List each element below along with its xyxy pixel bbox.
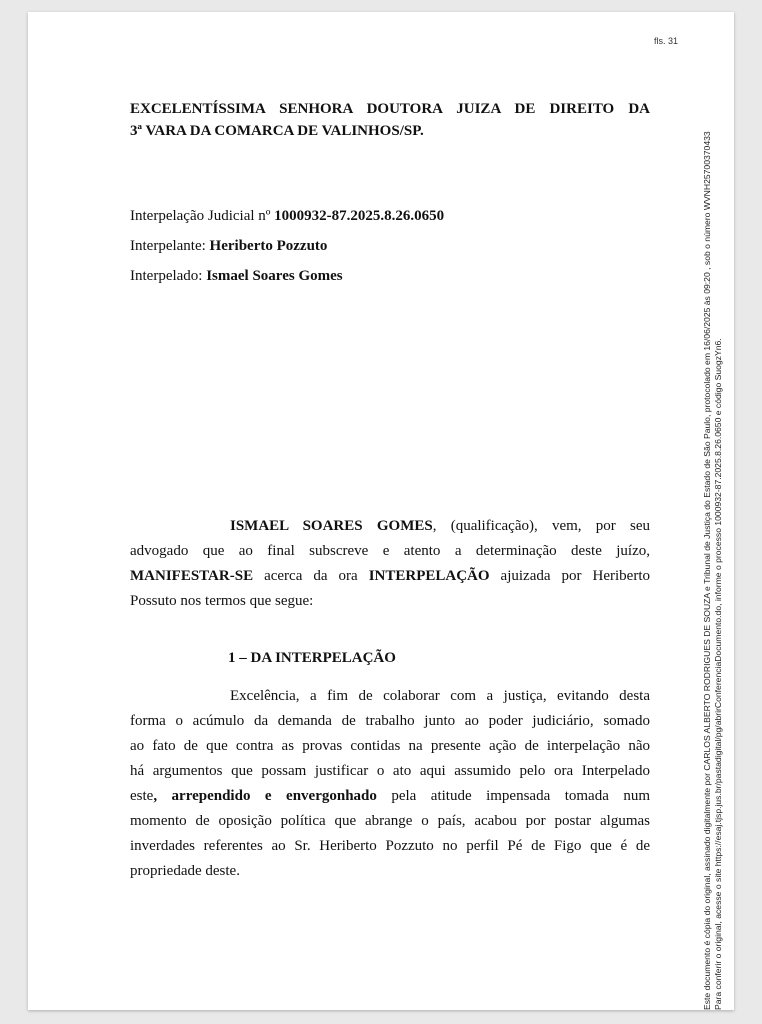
document-page — [28, 12, 734, 1010]
text: propriedade deste. — [130, 863, 240, 879]
plaintiff-info — [130, 238, 327, 255]
verification-line: Para conferir o original, acesse o site https://esaj.tjsp.jus.br/pastadigital/pg/abrirConferenciaDocumento.do, informe o processo 1000932-87.2025.8.26.0650 e código SuogzYn6. — [713, 338, 723, 1010]
text: , arrependido e envergonhado — [153, 788, 377, 804]
text: ao fato de que contra as provas contidas na presente ação de interpelação não — [130, 738, 650, 754]
text: Excelência, a fim de colaborar com a justiça, evitando desta — [230, 688, 650, 704]
intro-paragraph — [130, 514, 650, 614]
text: pela atitude impensada tomada num — [376, 788, 650, 804]
text: há argumentos que possam justificar o ato aqui assumido pelo ora Interpelado — [130, 763, 650, 779]
plaintiff-label: Interpelante: — [130, 238, 210, 254]
plaintiff-name: Heriberto Pozzuto — [209, 238, 328, 254]
defendant-name: Ismael Soares Gomes — [206, 268, 343, 284]
text: Possuto nos termos que segue: — [130, 593, 314, 609]
process-number: 1000932-87.2025.8.26.0650 — [274, 208, 445, 224]
text: forma o acúmulo da demanda de trabalho junto ao poder judiciário, somado — [130, 713, 650, 729]
process-label: Interpelação Judicial nº — [130, 208, 275, 224]
heading-line-2: 3ª VARA DA COMARCA DE VALINHOS/SP. — [130, 123, 424, 139]
text: MANIFESTAR-SE — [130, 568, 254, 584]
heading-line-1: EXCELENTÍSSIMA SENHORA DOUTORA JUIZA DE DIREITO DA — [130, 101, 650, 117]
document-heading — [130, 98, 650, 142]
defendant-label: Interpelado: — [130, 268, 207, 284]
text: momento de oposição política que abrange o país, acabou por postar algumas — [130, 813, 650, 829]
text: ajuizada por Heriberto — [489, 568, 650, 584]
text: acerca da ora — [253, 568, 369, 584]
text: , (qualificação), vem, por seu — [432, 518, 651, 534]
page-number: fls. 31 — [654, 36, 679, 46]
defendant-info — [130, 268, 343, 285]
signature-line: Este documento é cópia do original, assinado digitalmente por CARLOS ALBERTO RODRIGUES DE SOUZA e Tribunal de Justiça do Estado de São Paulo, protocolado em 16/06/2025 às 09:20 , sob o número WVNH25700370433 — [702, 131, 712, 1010]
text: inverdades referentes ao Sr. Heriberto Pozzuto no perfil Pé de Figo que é de — [130, 838, 650, 854]
text: INTERPELAÇÃO — [368, 568, 490, 584]
text: este — [130, 788, 154, 804]
process-info — [130, 208, 444, 225]
digital-signature-note — [702, 20, 724, 1010]
text: advogado que ao final subscreve e atento a determinação deste juízo, — [130, 543, 650, 559]
body-paragraph — [130, 684, 650, 884]
section-title: 1 – DA INTERPELAÇÃO — [228, 650, 396, 666]
party-name: ISMAEL SOARES GOMES — [230, 518, 433, 534]
